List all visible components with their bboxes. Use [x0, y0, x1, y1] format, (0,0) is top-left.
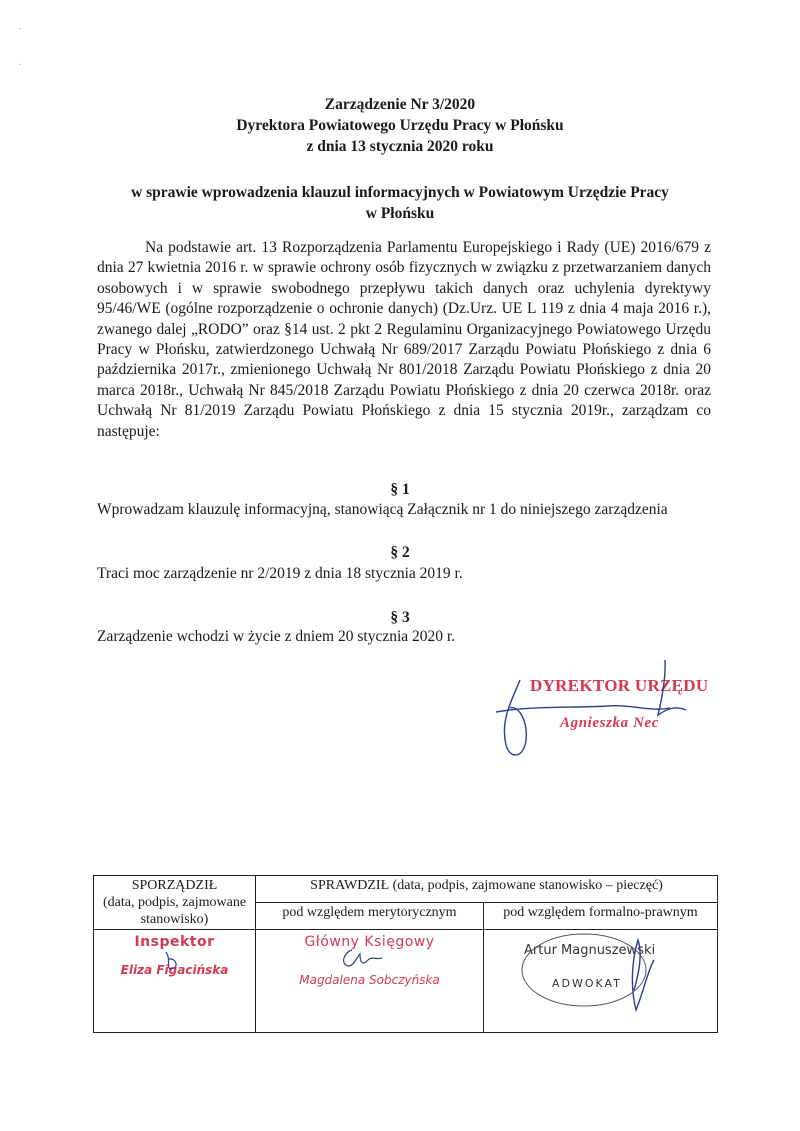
lawyer-stamp-name: Artur Magnuszewski: [524, 943, 656, 958]
accountant-stamp-title: Główny Księgowy: [304, 934, 435, 950]
accountant-stamp-cell: [256, 930, 484, 1033]
accountant-stamp-name: Magdalena Sobczyńska: [299, 973, 440, 987]
prepared-subheader: (data, podpis, zajmowane stanowisko): [102, 895, 247, 927]
director-stamp: [490, 660, 730, 770]
title-line-2: Dyrektora Powiatowego Urzędu Pracy w Płońsku: [236, 117, 564, 134]
subject-line-2: w Płońsku: [365, 205, 435, 222]
title-line-3: z dnia 13 stycznia 2020 roku: [306, 138, 494, 155]
merit-header: pod względem merytorycznym: [256, 903, 484, 930]
lawyer-signature: [484, 930, 718, 1030]
section-3-text: Zarządzenie wchodzi w życie z dniem 20 stycznia 2020 r.: [97, 628, 456, 645]
lawyer-stamp-cell: [484, 930, 718, 1033]
accountant-signature: [256, 930, 484, 1030]
title-line-1: Zarządzenie Nr 3/2020: [324, 96, 476, 113]
subject-line-1: w sprawie wprowadzenia klauzul informacyjnych w Powiatowym Urzędzie Pracy: [131, 184, 669, 201]
prepared-header: SPORZĄDZIŁ: [131, 878, 218, 893]
prepared-header-cell: [94, 876, 256, 930]
section-1-number: § 1: [390, 481, 410, 498]
director-stamp-title: DYREKTOR URZĘDU: [530, 676, 709, 695]
inspector-stamp-name: Eliza Figacińska: [120, 963, 229, 977]
director-signature: [490, 660, 730, 770]
formal-header: pod względem formalno-prawnym: [484, 903, 718, 930]
checked-header: SPRAWDZIŁ (data, podpis, zajmowane stanowisko – pieczęć): [256, 876, 718, 903]
legal-basis-paragraph: Na podstawie art. 13 Rozporządzenia Parlamentu Europejskiego i Rady (UE) 2016/679 z dnia 27 kwietnia 2016 r. w sprawie ochrony osób fizycznych w związku z przetwarzaniem danych osobowych i w sprawie swobodnego przepływu takich danych oraz uchylenia dyrektywy 95/46/WE (ogólne rozporządzenie o ochronie danych) (Dz.Urz. UE L 119 z dnia 4 maja 2016 r.), zwanego dalej „RODO” oraz §14 ust. 2 pkt 2 Regulaminu Organizacyjnego Powiatowego Urzędu Pracy w Płońsku, zatwierdzonego Uchwałą Nr 689/2017 Zarządu Powiatu Płońskiego z dnia 6 października 2017r., zmienionego Uchwałą Nr 801/2018 Zarządu Powiatu Płońskiego z dnia 20 marca 2018r., Uchwałą Nr 845/2018 Zarządu Powiatu Płońskiego z dnia 20 czerwca 2018r. oraz Uchwałą Nr 81/2019 Zarządu Powiatu Płońskiego z dnia 15 stycznia 2019r., zarządzam co następuje:: [97, 239, 711, 440]
section-3-number: § 3: [390, 609, 410, 626]
section-2-text: Traci moc zarządzenie nr 2/2019 z dnia 18 stycznia 2019 r.: [97, 565, 463, 582]
scan-artifact: · ·: [18, 23, 22, 71]
inspector-signature: [94, 930, 256, 1030]
inspector-stamp-cell: [94, 930, 256, 1033]
inspector-stamp-title: Inspektor: [134, 934, 215, 950]
director-stamp-name: Agnieszka Nec: [560, 715, 660, 731]
section-1-text: Wprowadzam klauzulę informacyjną, stanowiącą Załącznik nr 1 do niniejszego zarządzenia: [97, 501, 668, 518]
lawyer-stamp-role: ADWOKAT: [552, 977, 622, 990]
section-2-number: § 2: [390, 544, 410, 561]
approval-table: [93, 875, 718, 1033]
document-title: [0, 94, 800, 157]
document-subject: [0, 182, 800, 224]
